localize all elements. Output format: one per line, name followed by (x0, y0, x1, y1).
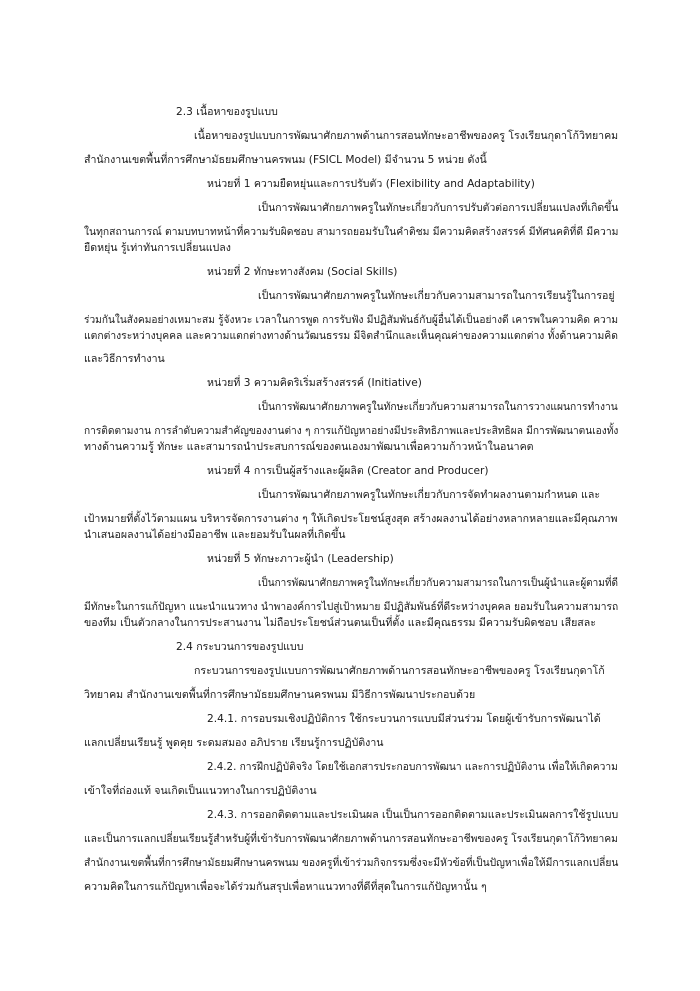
paragraph-line: แตกต่างระหว่างบุคคล และความแตกต่างทางด้านวัฒนธรรม มีจิตสำนึกและเห็นคุณค่าของความแตกต่าง ทั้งด้านความคิด (84, 330, 618, 342)
unit-4-title: หน่วยที่ 4 การเป็นผู้สร้างและผู้ผลิต (Creator and Producer) (207, 465, 489, 477)
paragraph-line: นำเสนอผลงานได้อย่างมืออาชีพ และยอมรับในผลที่เกิดขึ้น (84, 529, 346, 541)
paragraph-line: และวิธีการทำงาน (84, 353, 165, 365)
paragraph-line: เป็นการพัฒนาศักยภาพครูในทักษะเกี่ยวกับการจัดทำผลงานตามกำหนด และ (258, 489, 601, 501)
paragraph-line: มีทักษะในการแก้ปัญหา แนะนำแนวทาง นำพาองค์การไปสู่เป้าหมาย มีปฏิสัมพันธ์ที่ดีระหว่างบุคคล ยอมรับในความสามารถ (84, 601, 619, 613)
paragraph-line: ในทุกสถานการณ์ ตามบทบาทหน้าที่ความรับผิดชอบ สามารถยอมรับในคำติชม มีความคิดสร้างสรรค์ มีทัศนคติที่ดี มีความ (84, 226, 619, 238)
paragraph-line: เป็นการพัฒนาศักยภาพครูในทักษะเกี่ยวกับความสามารถในการเป็นผู้นำและผู้ตามที่ดี (258, 577, 619, 589)
paragraph-line: เป้าหมายที่ตั้งไว้ตามแผน บริหารจัดการงานต่าง ๆ ให้เกิดประโยชน์สูงสุด สร้างผลงานได้อย่างหลากหลายและมีคุณภาพ (84, 513, 618, 525)
section-heading-2-4: 2.4 กระบวนการของรูปแบบ (176, 641, 304, 653)
paragraph-line: ความคิดในการแก้ปัญหาเพื่อจะได้ร่วมกันสรุปเพื่อหาแนวทางที่ดีที่สุดในการแก้ปัญหานั้น ๆ (84, 881, 487, 893)
paragraph-line: แลกเปลี่ยนเรียนรู้ พูดคุย ระดมสมอง อภิปราย เรียนรู้การปฏิบัติงาน (84, 737, 384, 749)
paragraph-line: กระบวนการของรูปแบบการพัฒนาศักยภาพด้านการสอนทักษะอาชีพของครู โรงเรียนกุดาโก้ (194, 665, 605, 677)
unit-1-title: หน่วยที่ 1 ความยืดหยุ่นและการปรับตัว (Flexibility and Adaptability) (207, 178, 535, 190)
paragraph-line: เข้าใจที่ถ่องแท้ จนเกิดเป็นแนวทางในการปฏิบัติงาน (84, 785, 317, 797)
paragraph-line: เนื้อหาของรูปแบบการพัฒนาศักยภาพด้านการสอนทักษะอาชีพของครู โรงเรียนกุดาโก้วิทยาคม (194, 130, 619, 142)
paragraph-line: เป็นการพัฒนาศักยภาพครูในทักษะเกี่ยวกับความสามารถในการวางแผนการทำงาน (258, 401, 618, 413)
subsection-2-4-1: 2.4.1. การอบรมเชิงปฏิบัติการ ใช้กระบวนการแบบมีส่วนร่วม โดยผู้เข้ารับการพัฒนาได้ (207, 713, 601, 725)
unit-5-title: หน่วยที่ 5 ทักษะภาวะผู้นำ (Leadership) (207, 553, 394, 565)
paragraph-line: ของทีม เป็นตัวกลางในการประสานงาน ไม่ถือประโยชน์ส่วนตนเป็นที่ตั้ง และมีคุณธรรม มีความรับผิดชอบ เสียสละ (84, 617, 596, 629)
section-heading-2-3: 2.3 เนื้อหาของรูปแบบ (176, 106, 278, 118)
paragraph-line: เป็นการพัฒนาศักยภาพครูในทักษะเกี่ยวกับการปรับตัวต่อการเปลี่ยนแปลงที่เกิดขึ้น (258, 202, 619, 214)
paragraph-line: เป็นการพัฒนาศักยภาพครูในทักษะเกี่ยวกับความสามารถในการเรียนรู้ในการอยู่ (258, 290, 615, 302)
paragraph-line: การติดตามงาน การลำดับความสำคัญของงานต่าง ๆ การแก้ปัญหาอย่างมีประสิทธิภาพและประสิทธิผล มีการพัฒนาตนเองทั้ง (84, 425, 619, 437)
paragraph-line: ยืดหยุ่น รู้เท่าทันการเปลี่ยนแปลง (84, 242, 231, 254)
subsection-2-4-2: 2.4.2. การฝึกปฏิบัติจริง โดยใช้เอกสารประกอบการพัฒนา และการปฏิบัติงาน เพื่อให้เกิดความ (207, 761, 618, 773)
paragraph-line: และเป็นการแลกเปลี่ยนเรียนรู้สำหรับผู้ที่เข้ารับการพัฒนาศักยภาพด้านการสอนทักษะอาชีพของครู โรงเรียนกุดาโก้วิทยาคม (84, 833, 618, 845)
unit-3-title: หน่วยที่ 3 ความคิดริเริ่มสร้างสรรค์ (Initiative) (207, 377, 422, 389)
paragraph-line: ร่วมกันในสังคมอย่างเหมาะสม รู้จังหวะ เวลาในการพูด การรับฟัง มีปฏิสัมพันธ์กับผู้อื่นได้เป็นอย่างดี เคารพในความคิด ความ (84, 314, 619, 326)
paragraph-line: สำนักงานเขตพื้นที่การศึกษามัธยมศึกษานครพนม ของครูที่เข้าร่วมกิจกรรมซึ่งจะมีหัวข้อที่เป็นปัญหาเพื่อให้มีการแลกเปลี่ยน (84, 857, 619, 869)
paragraph-line: สำนักงานเขตพื้นที่การศึกษามัธยมศึกษานครพนม (FSICL Model) มีจำนวน 5 หน่วย ดังนี้ (84, 154, 487, 166)
paragraph-line: วิทยาคม สำนักงานเขตพื้นที่การศึกษามัธยมศึกษานครพนม มีวิธีการพัฒนาประกอบด้วย (84, 689, 476, 701)
subsection-2-4-3: 2.4.3. การออกติดตามและประเมินผล เป็นเป็นการออกติดตามและประเมินผลการใช้รูปแบบ (207, 809, 619, 821)
unit-2-title: หน่วยที่ 2 ทักษะทางสังคม (Social Skills) (207, 266, 398, 278)
paragraph-line: ทางด้านความรู้ ทักษะ และสามารถนำประสบการณ์ของตนเองมาพัฒนาเพื่อความก้าวหน้าในอนาคต (84, 441, 534, 453)
